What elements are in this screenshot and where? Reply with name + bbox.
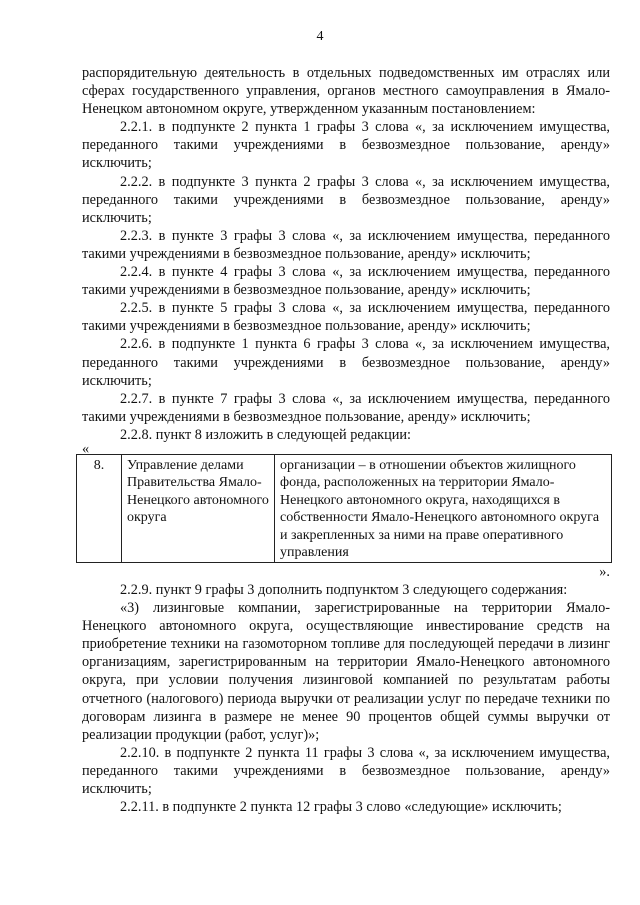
amended-table — [76, 454, 612, 563]
item-2-2-8: 2.2.8. пункт 8 изложить в следующей редакции: — [120, 426, 412, 443]
paragraph-intro: распорядительную деятельность в отдельных подведомственных им отраслях или сферах государственного управления, органов местного самоуправления в Ямало-Ненецком автономном округе, утвержденном указанным постановлением: — [82, 65, 610, 118]
item-2-2-6: 2.2.6. в подпункте 1 пункта 6 графы 3 слова «, за исключением имущества, переданного такими учреждениями в безвозмездное пользование, аренду» исключить; — [82, 336, 610, 389]
item-2-2-2: 2.2.2. в подпункте 3 пункта 2 графы 3 слова «, за исключением имущества, переданного такими учреждениями в безвозмездное пользование, аренду» исключить; — [82, 173, 610, 226]
item-2-2-1: 2.2.1. в подпункте 2 пункта 1 графы 3 слова «, за исключением имущества, переданного такими учреждениями в безвозмездное пользование, аренду» исключить; — [82, 119, 610, 172]
table-cell-description: организации – в отношении объектов жилищного фонда, расположенных на территории Ямало-Ненецкого автономного округа, находящихся в собственности Ямало-Ненецкого автономного округа и закрепленных за ними на праве оперативного управления — [275, 454, 612, 562]
item-2-2-4: 2.2.4. в пункте 4 графы 3 слова «, за исключением имущества, переданного такими учреждениями в безвозмездное пользование, аренду» исключить; — [82, 264, 610, 299]
close-quote: ». — [599, 563, 610, 580]
open-quote: « — [82, 440, 90, 457]
item-2-2-3: 2.2.3. в пункте 3 графы 3 слова «, за исключением имущества, переданного такими учреждениями в безвозмездное пользование, аренду» исключить; — [82, 227, 610, 262]
item-2-2-5: 2.2.5. в пункте 5 графы 3 слова «, за исключением имущества, переданного такими учреждениями в безвозмездное пользование, аренду» исключить; — [82, 300, 610, 335]
table-row — [77, 454, 612, 562]
table-cell-number: 8. — [77, 454, 122, 562]
subpoint-3: «3) лизинговые компании, зарегистрированные на территории Ямало-Ненецкого автономного округа, осуществляющие инвестирование средств на приобретение техники на газомоторном топливе для последующей передачи в лизинг организациям, зарегистрированным на территории Ямало-Ненецкого автономного округа, при условии получения лизинговой компанией по результатам работы отчетного (налогового) периода выручки от реализации услуг по передаче техники по договорам лизинга в размере не менее 90 процентов общей суммы выручки от реализации продукции (работ, услуг)»; — [82, 600, 610, 743]
item-2-2-11: 2.2.11. в подпункте 2 пункта 12 графы 3 слово «следующие» исключить; — [120, 799, 562, 816]
document-body — [82, 64, 610, 816]
table-cell-organ: Управление делами Правительства Ямало-Ненецкого автономного округа — [122, 454, 275, 562]
item-2-2-7: 2.2.7. в пункте 7 графы 3 слова «, за исключением имущества, переданного такими учреждениями в безвозмездное пользование, аренду» исключить; — [82, 390, 610, 425]
item-2-2-10: 2.2.10. в подпункте 2 пункта 11 графы 3 слова «, за исключением имущества, переданного такими учреждениями в безвозмездное пользование, аренду» исключить; — [82, 744, 610, 797]
item-2-2-9: 2.2.9. пункт 9 графы 3 дополнить подпунктом 3 следующего содержания: — [120, 581, 568, 598]
page-number: 4 — [316, 29, 324, 44]
